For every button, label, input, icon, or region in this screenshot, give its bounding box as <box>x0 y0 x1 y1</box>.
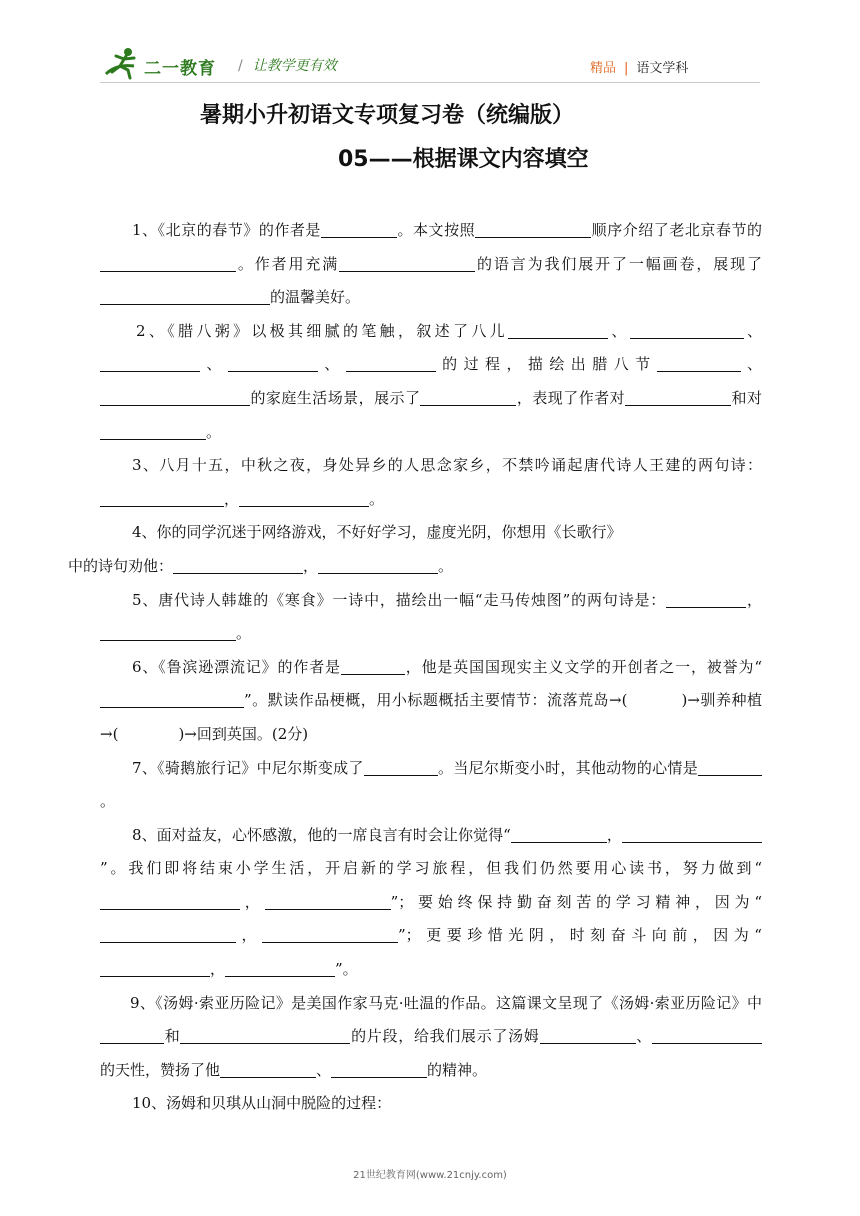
q6-text-c: ”。默读作品梗概，用小标题概括主要情节：流落荒岛→ <box>244 691 622 710</box>
q8-text-d: ”；更要珍惜光阴，时刻奋斗向前，因为“ <box>398 926 762 945</box>
answer-blank[interactable] <box>625 389 731 406</box>
answer-blank[interactable] <box>341 658 405 675</box>
q8-text-a: 8、面对益友，心怀感激，他的一席良言有时会让你觉得“ <box>132 825 511 844</box>
q8-comma: ， <box>210 960 226 979</box>
q9-text-e: 的精神。 <box>427 1060 488 1079</box>
question-1 <box>100 214 762 315</box>
answer-blank[interactable] <box>420 389 516 406</box>
q9-sep: 、 <box>635 1027 652 1046</box>
tag-separator: | <box>624 61 629 76</box>
q2-text-b: 的过程，描绘出腊八节 <box>435 355 657 374</box>
answer-blank[interactable] <box>321 221 397 238</box>
question-8 <box>100 819 762 987</box>
answer-blank[interactable] <box>508 322 608 339</box>
q2-text-f: 。 <box>206 422 222 441</box>
answer-blank[interactable] <box>475 221 591 238</box>
q2-text-e: 和对 <box>731 388 762 407</box>
page-title: 暑期小升初语文专项复习卷（统编版） <box>200 103 575 128</box>
answer-blank[interactable] <box>100 926 236 943</box>
q8-comma: ， <box>240 892 265 911</box>
answer-blank[interactable] <box>339 255 475 272</box>
q9-text-b: 和 <box>164 1027 181 1046</box>
q1-text-b: 。本文按照 <box>396 221 476 239</box>
answer-blank[interactable] <box>100 288 270 305</box>
answer-blank[interactable] <box>652 1027 762 1044</box>
answer-blank[interactable] <box>666 591 746 608</box>
answer-blank[interactable] <box>228 355 318 372</box>
q3-end: 。 <box>369 489 385 508</box>
answer-blank[interactable] <box>331 1061 427 1078</box>
q2-sep: 、 <box>200 355 228 374</box>
q6-text-d: →驯养种植→ <box>100 691 762 743</box>
question-7 <box>100 752 762 819</box>
q5-end: 。 <box>236 624 252 643</box>
q1-text-d: 。作者用充满 <box>236 254 340 273</box>
q2-text-d: ，表现了作者对 <box>516 388 626 407</box>
q9-text-c: 的片段，给我们展示了汤姆 <box>350 1027 540 1046</box>
q9-text-d: 的天性，赞扬了他 <box>100 1060 221 1079</box>
q8-comma: ， <box>606 825 622 844</box>
slogan-slash: / <box>238 58 243 74</box>
q7-text-a: 7、《骑鹅旅行记》中尼尔斯变成了 <box>132 758 364 777</box>
q2-text-a: 2、《腊八粥》以极其细腻的笔触，叙述了八儿 <box>136 321 508 340</box>
q2-sep: 、 <box>743 321 762 340</box>
question-4 <box>68 516 762 583</box>
running-man-icon <box>104 46 144 80</box>
question-10 <box>100 1087 762 1121</box>
q3-comma: ， <box>224 489 240 508</box>
logo <box>104 46 224 80</box>
answer-blank[interactable] <box>698 759 762 776</box>
subject-label: 语文学科 <box>636 61 689 76</box>
answer-blank[interactable] <box>220 1061 316 1078</box>
question-3 <box>100 449 762 516</box>
answer-blank[interactable] <box>225 960 335 977</box>
paren-open: ( <box>112 724 119 743</box>
answer-blank[interactable] <box>180 1027 350 1044</box>
q8-comma: ， <box>236 926 263 945</box>
answer-blank[interactable] <box>100 423 206 440</box>
q1-text-e: 的语言为我们展开了一幅画卷，展现了 <box>475 254 762 273</box>
answer-blank[interactable] <box>100 355 200 372</box>
q6-text-e: →回到英国。(2分) <box>184 724 309 743</box>
answer-blank[interactable] <box>100 255 236 272</box>
page-subtitle: 05——根据课文内容填空 <box>338 147 589 172</box>
answer-blank[interactable] <box>318 557 438 574</box>
answer-blank[interactable] <box>100 691 244 708</box>
answer-blank[interactable] <box>100 490 224 507</box>
q4-text-b: 中的诗句劝他： <box>68 556 174 575</box>
q2-sep: 、 <box>317 355 346 374</box>
answer-blank[interactable] <box>346 355 436 372</box>
q5-text-a: 5、唐代诗人韩雄的《寒食》一诗中，描绘出一幅“走马传烛图”的两句诗是： <box>132 590 667 609</box>
question-5 <box>100 584 762 651</box>
q4-comma: ， <box>303 556 319 575</box>
answer-blank[interactable] <box>540 1027 636 1044</box>
answer-blank[interactable] <box>622 826 762 843</box>
q7-text-b: 。当尼尔斯变小时，其他动物的心情是 <box>437 758 698 777</box>
q5-comma: ， <box>746 590 762 609</box>
question-9 <box>100 987 762 1088</box>
q2-sep: 、 <box>607 321 630 340</box>
q1-text-f: 的温馨美好。 <box>270 288 361 307</box>
q1-text-a: 1、《北京的春节》的作者是 <box>132 221 321 239</box>
answer-blank[interactable] <box>100 960 210 977</box>
q7-text-c: 。 <box>100 792 116 811</box>
header-divider <box>100 82 760 83</box>
page-footer: 21世纪教育网(www.21cnjy.com) <box>353 1170 507 1181</box>
q4-end: 。 <box>438 556 454 575</box>
answer-blank[interactable] <box>100 893 240 910</box>
q8-text-b: ”。我们即将结束小学生活，开启新的学习旅程，但我们仍然要用心读书，努力做到“ <box>100 859 762 878</box>
premium-label: 精品 <box>590 61 617 76</box>
subject-tag <box>590 57 688 76</box>
answer-blank[interactable] <box>100 389 250 406</box>
q9-sep: 、 <box>316 1060 332 1079</box>
q3-text-a: 3、八月十五，中秋之夜，身处异乡的人思念家乡，不禁吟诵起唐代诗人王建的两句诗： <box>132 456 762 475</box>
q2-text-c: 的家庭生活场景，展示了 <box>250 388 421 407</box>
q2-sep: 、 <box>740 355 762 374</box>
answer-blank[interactable] <box>100 1027 164 1044</box>
paren-open: ( <box>621 691 628 710</box>
q1-text-c: 顺序介绍了老北京春节的 <box>591 221 762 239</box>
answer-blank[interactable] <box>511 826 607 843</box>
answer-blank[interactable] <box>364 759 438 776</box>
q8-text-e: ”。 <box>335 960 358 979</box>
answer-blank[interactable] <box>173 557 303 574</box>
question-2 <box>100 315 762 449</box>
answer-blank[interactable] <box>630 322 744 339</box>
slogan-text: 让教学更有效 <box>252 58 337 74</box>
paren-close: ) <box>681 691 688 710</box>
q6-text-a: 6、《鲁滨逊漂流记》的作者是 <box>132 657 341 676</box>
slogan <box>238 55 337 75</box>
answer-blank[interactable] <box>657 355 741 372</box>
page-header <box>0 0 860 92</box>
q9-text-a: 9、《汤姆·索亚历险记》是美国作家马克·吐温的作品。这篇课文呈现了《汤姆·索亚历险记》中 <box>130 993 762 1012</box>
answer-blank[interactable] <box>100 624 236 641</box>
logo-text: 二一教育 <box>144 59 216 79</box>
q4-text-a: 4、你的同学沉迷于网络游戏，不好好学习，虚度光阴，你想用《长歌行》 <box>132 523 622 542</box>
answer-blank[interactable] <box>262 926 398 943</box>
question-list <box>68 214 763 1121</box>
answer-blank[interactable] <box>239 490 369 507</box>
answer-blank[interactable] <box>265 893 391 910</box>
q6-text-b: ，他是英国国现实主义文学的开创者之一，被誉为“ <box>404 657 763 676</box>
question-6 <box>100 651 762 752</box>
q8-text-c: ”；要始终保持勤奋刻苦的学习精神，因为“ <box>390 892 762 911</box>
paren-close: ) <box>178 724 185 743</box>
q10-text-a: 10、汤姆和贝琪从山洞中脱险的过程： <box>132 1094 392 1113</box>
